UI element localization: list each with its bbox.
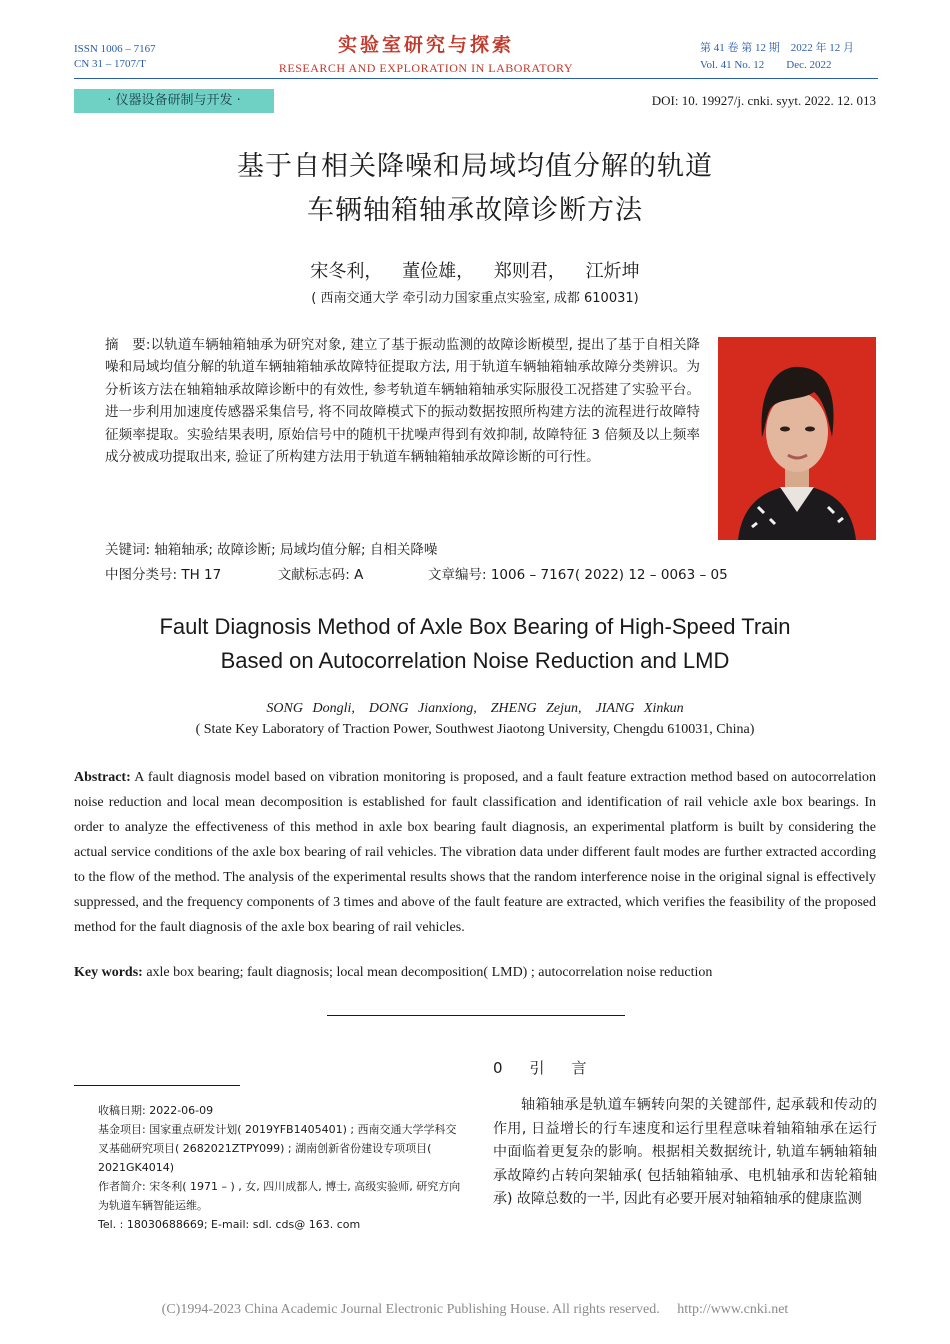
title-cn-line-2: 车辆轴箱轴承故障诊断方法	[307, 195, 643, 226]
keywords-cn: 关键词: 轴箱轴承; 故障诊断; 局域均值分解; 自相关降噪	[105, 542, 438, 558]
footnotes	[98, 1101, 463, 1234]
abstract-cn-label: 摘 要:	[105, 337, 151, 353]
article-number: 文章编号: 1006 – 7167( 2022) 12 – 0063 – 05	[427, 567, 728, 583]
authors-en: SONG Dongli, DONG Jianxiong, ZHENG Zejun, JIANG Xinkun	[266, 701, 684, 716]
abstract-en	[74, 765, 876, 940]
author-photo	[718, 337, 876, 540]
copyright-notice: (C)1994-2023 China Academic Journal Electronic Publishing House. All rights reserved. http://www.cnki.net	[161, 1302, 789, 1317]
affiliation-en: ( State Key Laboratory of Traction Power, Southwest Jiaotong University, Chengdu 610031, China)	[195, 722, 755, 737]
volume-cn: 第 41 卷 第 12 期 2022 年 12 月	[700, 42, 854, 54]
clc-number: 中图分类号: TH 17	[105, 567, 222, 583]
intro-heading: 0 引 言	[493, 1059, 593, 1077]
title-en-line-2: Based on Autocorrelation Noise Reduction and LMD	[220, 648, 730, 673]
footnote-contact: Tel. : 18030688669; E-mail: sdl. cds@ 163. com	[98, 1218, 361, 1231]
author-portrait-image	[718, 337, 876, 540]
title-cn	[75, 145, 875, 233]
section-tag: · 仪器设备研制与开发 ·	[74, 89, 274, 113]
abstract-en-text: A fault diagnosis model based on vibration monitoring is proposed, and a fault feature extraction method based on autocorrelation noise reduction and local mean decomposition is established for fault classification and identification of rail vehicle axle box bearings. In order to analyze the effectiveness of this method in axle box bearing fault diagnosis, an experimental platform is built by considering the actual service conditions of the axle box bearing of rail vehicles. The vibration data under different fault modes are further extracted according to the flow of the method. The analysis of the experimental results shows that the random interference noise in the original signal is effectively suppressed, and the frequency components of 3 times and above of the fault feature are extracted, which verifies the feasibility of the proposed method for the fault diagnosis of the axle box bearing of rail vehicles.	[74, 770, 876, 935]
keywords-en-text: axle box bearing; fault diagnosis; local mean decomposition( LMD) ; autocorrelation noise reduction	[142, 965, 713, 980]
title-en	[75, 610, 875, 678]
affiliation-cn: ( 西南交通大学 牵引动力国家重点实验室, 成都 610031)	[311, 291, 639, 306]
footnote-received: 收稿日期: 2022-06-09	[98, 1104, 214, 1117]
title-en-line-1: Fault Diagnosis Method of Axle Box Bearing of High-Speed Train	[159, 614, 791, 639]
journal-name-cn: 实验室研究与探索	[337, 34, 514, 56]
classification-row	[105, 563, 728, 583]
intro-paragraph: 轴箱轴承是轨道车辆转向架的关键部件, 起承载和传动的作用, 日益增长的行车速度和运行里程意味着轴箱轴承在运行中面临着更复杂的影响。根据相关数据统计, 轨道车辆轴箱轴承故障约占转向架轴承( 包括轴箱轴承、电机轴承和齿轮箱轴承) 故障总数的一半, 因此有必要开展对轴箱轴承的健康监测	[493, 1097, 877, 1207]
title-cn-line-1: 基于自相关降噪和局域均值分解的轨道	[237, 151, 713, 182]
journal-name-en: RESEARCH AND EXPLORATION IN LABORATORY	[278, 61, 574, 75]
abstract-cn-text: 以轨道车辆轴箱轴承为研究对象, 建立了基于振动监测的故障诊断模型, 提出了基于自相关降噪和局域均值分解的轨道车辆轴箱轴承故障特征提取方法, 用于轨道车辆轴箱轴承故障分类辨识。为分析该方法在轴箱轴承故障诊断中的有效性, 参考轨道车辆轴箱轴承实际服役工况搭建了实验平台。进一步利用加速度传感器采集信号, 将不同故障模式下的振动数据按照所构建方法的流程进行故障特征频率提取。实验结果表明, 原始信号中的随机干扰噪声得到有效抑制, 故障特征 3 倍频及以上频率成分被成功提取出来, 验证了所构建方法用于轨道车辆轴箱轴承故障诊断的可行性。	[105, 337, 700, 466]
cn-number: CN 31 – 1707/T	[74, 58, 146, 70]
journal-masthead	[266, 30, 586, 76]
issue-info	[700, 40, 854, 74]
footnote-author-bio: 作者简介: 宋冬利( 1971 – ) , 女, 四川成都人, 博士, 高级实验师, 研究方向为轨道车辆智能运维。	[98, 1180, 461, 1212]
issn: ISSN 1006 – 7167	[74, 43, 156, 55]
header-rule	[74, 78, 878, 79]
authors-cn: 宋冬利， 董俭雄， 郑则君， 江炘坤	[310, 261, 640, 282]
abstract-en-label: Abstract:	[74, 770, 131, 785]
document-code: 文献标志码: A	[277, 567, 364, 583]
footnote-rule	[74, 1085, 240, 1086]
section-divider	[327, 1015, 625, 1016]
abstract-cn	[105, 334, 700, 468]
journal-identifiers	[74, 42, 156, 72]
keywords-en-label: Key words:	[74, 965, 143, 980]
footnote-funding: 基金项目: 国家重点研发计划( 2019YFB1405401) ; 西南交通大学学科交叉基础研究项目( 2682021ZTPY099) ; 湖南创新省份建设专项项目( 2021GK4014)	[98, 1123, 457, 1174]
volume-en: Vol. 41 No. 12 Dec. 2022	[700, 59, 832, 71]
keywords-en	[74, 965, 876, 981]
doi[interactable]: DOI: 10. 19927/j. cnki. syyt. 2022. 12. 013	[651, 93, 876, 108]
